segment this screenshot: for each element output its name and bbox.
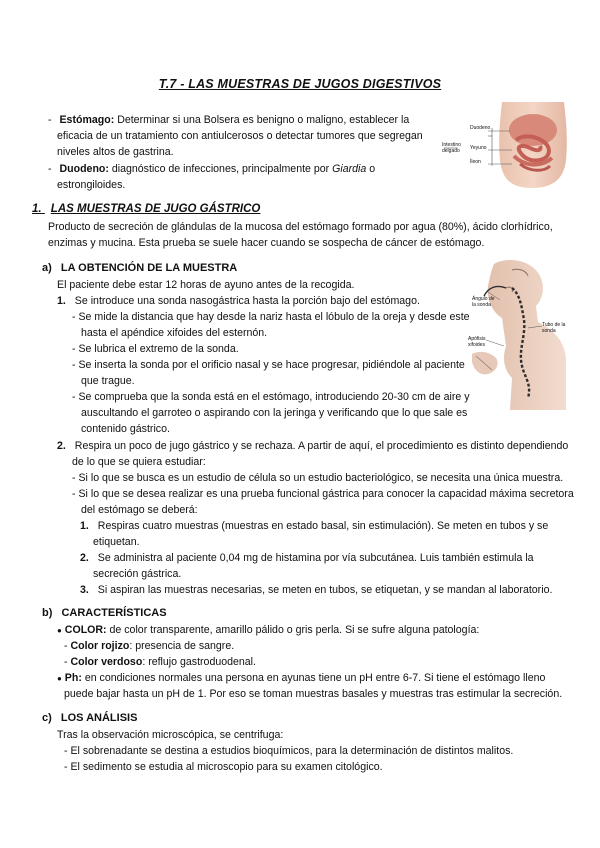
step-1-sub-1b: hasta el apéndice xifoides del esternón. xyxy=(81,327,268,339)
step-2-sub-2: - Si lo que se desea realizar es una prueba funcional gástrica para conocer la capacidad máxima secretora xyxy=(72,488,574,500)
color-rojizo: - Color rojizo: presencia de sangre. xyxy=(64,640,235,652)
subsection-c-heading: c) LOS ANÁLISIS xyxy=(42,712,138,724)
step-1-sub-3b: que trague. xyxy=(81,375,135,387)
subsection-b-heading: b) CARACTERÍSTICAS xyxy=(42,607,167,619)
section-1-heading: 1. LAS MUESTRAS DE JUGO GÁSTRICO xyxy=(32,203,261,215)
nasogastric-figure xyxy=(466,258,568,410)
page-title: T.7 - LAS MUESTRAS DE JUGOS DIGESTIVOS xyxy=(158,77,442,91)
step-1-sub-2: - Se lubrica el extremo de la sonda. xyxy=(72,343,239,355)
estomago-text-2: eficacia de un tratamiento con antiulcerosos o detectar tumores que segregan xyxy=(57,130,423,142)
step-1-sub-1: - Se mide la distancia que hay desde la nariz hasta el lóbulo de la oreja y desde este xyxy=(72,311,470,323)
analysis-intro: Tras la observación microscópica, se centrifuga: xyxy=(57,729,284,741)
nested-1b: etiquetan. xyxy=(93,536,140,548)
ph-label: Ph: xyxy=(64,672,82,684)
section-1-para-1: Producto de secreción de glándulas de la mucosa del estómago formado por agua (80%), ácido clorhídrico, xyxy=(48,221,553,233)
color-verdoso: - Color verdoso: reflujo gastroduodenal. xyxy=(64,656,256,668)
label-angulo: Ángulo de la sonda xyxy=(472,296,495,308)
fasting-line: El paciente debe estar 12 horas de ayuno antes de la recogida. xyxy=(57,279,355,291)
nested-3: 3. Si aspiran las muestras necesarias, se meten en tubos, se etiquetan, y se mandan al laboratorio. xyxy=(80,584,553,596)
ph-line-2: puede bajar hasta un pH de 1. Por eso se toman muestras basales y muestras tras estimular la secreción. xyxy=(64,688,563,700)
label-intestino: Intestino delgado xyxy=(442,142,461,154)
bullet-estomago: - Estómago: Determinar si una Bolsera es benigno o maligno, establecer la xyxy=(48,114,410,126)
step-1-sub-4: - Se comprueba que la sonda está en el estómago, introduciendo 20-30 cm de aire y xyxy=(72,391,470,403)
label-ileon: Íleon xyxy=(470,159,481,165)
label-xifoides: Apófisis xifoides xyxy=(468,336,486,348)
bullet-duodeno: - Duodeno: diagnóstico de infecciones, principalmente por Giardia o xyxy=(48,163,376,175)
step-1-sub-4b: auscultando el garroteo o aspirando con la jeringa y verificando que lo que sale es xyxy=(81,407,468,419)
nasogastric-illustration xyxy=(466,258,568,410)
step-2-sub-1: - Si lo que se busca es un estudio de célula so un estudio bacteriológico, se necesita una única muestra. xyxy=(72,472,564,484)
color-label: COLOR: xyxy=(64,624,107,636)
nested-2: 2. Se administra al paciente 0,04 mg de histamina por vía subcutánea. Luis también estimula la xyxy=(80,552,534,564)
intestine-figure xyxy=(440,100,575,190)
section-1-para-2: enzimas y mucina. Esta prueba se suele hacer cuando se sospecha de cáncer de estómago. xyxy=(48,237,485,249)
step-2: 2. Respira un poco de jugo gástrico y se rechaza. A partir de aquí, el procedimiento es distinto dependiendo xyxy=(57,440,569,452)
label-yeyuno: Yeyuno xyxy=(470,145,487,151)
giardia-term: Giardia xyxy=(332,163,367,175)
estomago-label: Estómago: xyxy=(59,114,115,126)
step-2-sub-2b: del estómago se deberá: xyxy=(81,504,198,516)
ph-line: ● Ph: en condiciones normales una persona en ayunas tiene un pH entre 6-7. Si tiene el estómago lleno xyxy=(57,672,546,684)
step-1: 1. Se introduce una sonda nasogástrica hasta la porción bajo del estómago. xyxy=(57,295,420,307)
analysis-item-1: - El sobrenadante se destina a estudios bioquímicos, para la determinación de distintos malitos. xyxy=(64,745,514,757)
color-line: ● COLOR: de color transparente, amarillo pálido o gris perla. Si se sufre alguna patología: xyxy=(57,624,480,636)
step-1-sub-4c: contenido gástrico. xyxy=(81,423,170,435)
label-duodeno: Duodeno xyxy=(470,125,491,131)
step-1-sub-3: - Se inserta la sonda por el orificio nasal y se hace progresar, pidiéndole al paciente xyxy=(72,359,465,371)
step-2-line-2: de lo que se quiera estudiar: xyxy=(72,456,206,468)
subsection-a-heading: a) LA OBTENCIÓN DE LA MUESTRA xyxy=(42,262,238,274)
estomago-text-3: niveles altos de gastrina. xyxy=(57,146,174,158)
duodeno-label: Duodeno: xyxy=(59,163,109,175)
duodeno-text-2: estrongiloides. xyxy=(57,179,126,191)
estomago-text-1: Determinar si una Bolsera es benigno o maligno, establecer la xyxy=(117,114,410,126)
analysis-item-2: - El sedimento se estudia al microscopio para su examen citológico. xyxy=(64,761,383,773)
label-tubo: Tubo de la sonda xyxy=(542,322,566,334)
nested-2b: secreción gástrica. xyxy=(93,568,182,580)
nested-1: 1. Respiras cuatro muestras (muestras en estado basal, sin estimulación). Se meten en tubos y se xyxy=(80,520,549,532)
